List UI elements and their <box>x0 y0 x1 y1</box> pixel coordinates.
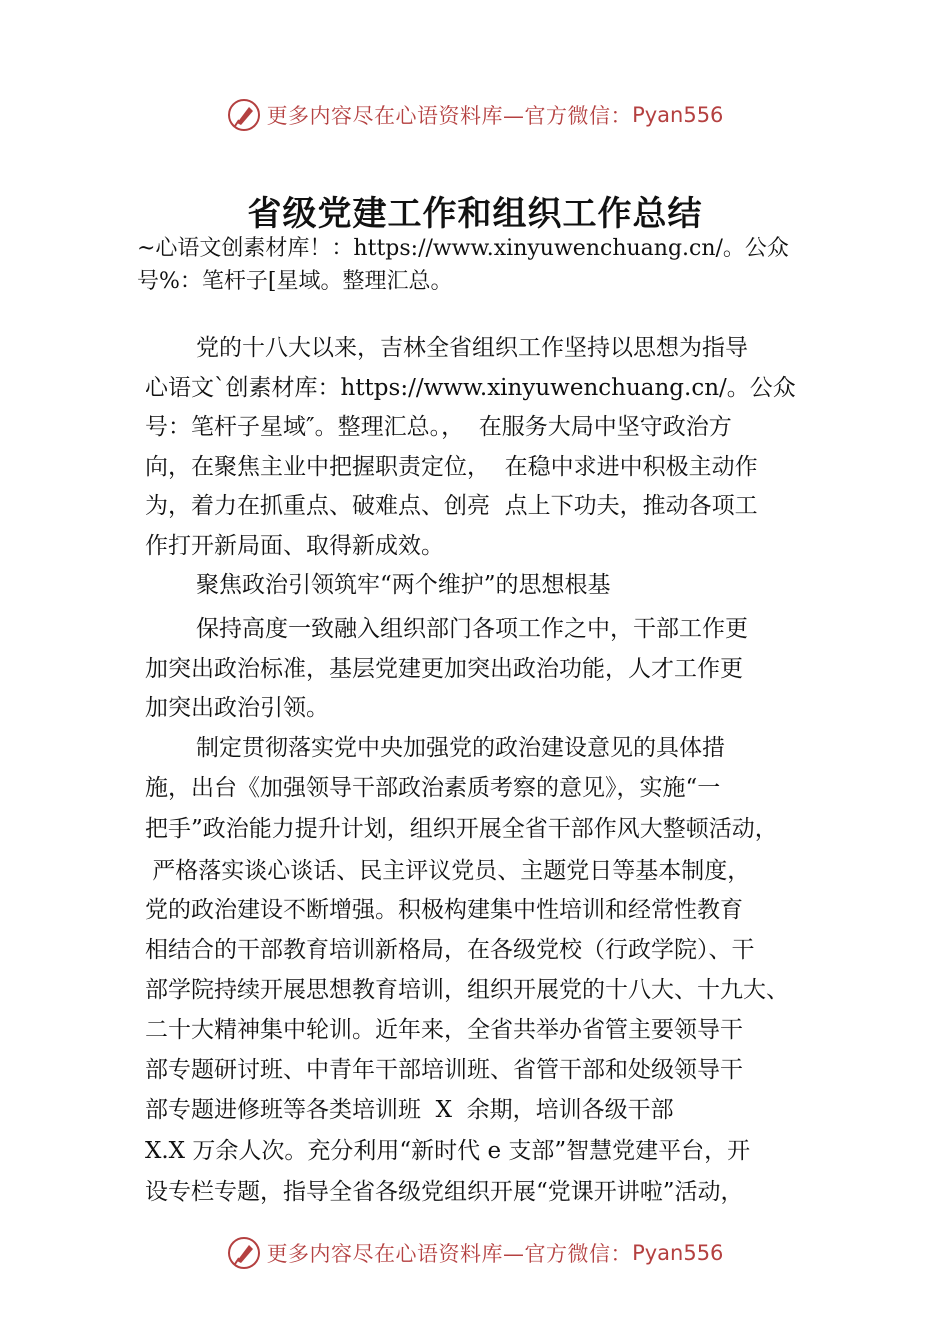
body-line: 部学院持续开展思想教育培训，组织开展党的十八大、十九大、 <box>145 977 789 1003</box>
watermark-wechat-id: Pyan556 <box>632 1241 724 1265</box>
body-line: 把手”政治能力提升计划，组织开展全省干部作风大整顿活动， <box>145 816 778 842</box>
body-line: 相结合的干部教育培训新格局，在各级党校（行政学院）、干 <box>145 937 755 963</box>
watermark-banner-bottom <box>0 1233 950 1273</box>
pen-nib-logo-icon <box>227 1236 261 1270</box>
body-line: 制定贯彻落实党中央加强党的政治建设意见的具体措 <box>196 735 725 761</box>
body-line: 施，出台《加强领导干部政治素质考察的意见》，实施“一 <box>145 775 721 801</box>
watermark-wechat-id: Pyan556 <box>632 103 724 127</box>
body-line: 保持高度一致融入组织部门各项工作之中，干部工作更 <box>196 616 748 642</box>
body-line: 设专栏专题，指导全省各级党组织开展“党课开讲啦”活动， <box>145 1179 744 1205</box>
body-line: 二十大精神集中轮训。近年来，全省共举办省管主要领导干 <box>145 1017 743 1043</box>
body-line: 部专题进修班等各类培训班 X 余期，培训各级干部 <box>145 1097 674 1123</box>
body-line: 严格落实谈心谈话、民主评议党员、主题党日等基本制度， <box>145 858 751 884</box>
source-line: ~心语文创素材库！：https://www.xinyuwenchuang.cn/。公众 <box>137 236 789 261</box>
body-line: 向，在聚焦主业中把握职责定位， 在稳中求进中积极主动作 <box>145 454 758 480</box>
pen-nib-logo-icon <box>227 98 261 132</box>
source-note <box>137 232 842 298</box>
watermark-banner-top <box>0 95 950 135</box>
document-title: 省级党建工作和组织工作总结 <box>247 194 703 234</box>
body-line: 加突出政治标准，基层党建更加突出政治功能，人才工作更 <box>145 656 743 682</box>
body-line: 号：笔杆子星域″。整理汇总。， 在服务大局中坚守政治方 <box>145 414 732 440</box>
watermark-text: 更多内容尽在心语资料库—官方微信： <box>266 104 633 128</box>
body-line: 加突出政治引领。 <box>145 695 329 721</box>
body-line: 部专题研讨班、中青年干部培训班、省管干部和处级领导干 <box>145 1057 743 1083</box>
source-line: 号%：笔杆子[星域。整理汇总。 <box>137 269 453 294</box>
body-line: 心语文`创素材库：https://www.xinyuwenchuang.cn/。公众 <box>145 375 796 401</box>
watermark-text: 更多内容尽在心语资料库—官方微信： <box>266 1242 633 1266</box>
body-line: 作打开新局面、取得新成效。 <box>145 533 444 559</box>
section-heading: 聚焦政治引领筑牢“两个维护”的思想根基 <box>196 572 611 598</box>
body-line: 党的十八大以来，吉林全省组织工作坚持以思想为指导 <box>196 335 748 361</box>
body-line: 为，着力在抓重点、破难点、创亮 点上下功夫，推动各项工 <box>145 493 758 519</box>
body-line: X.X 万余人次。充分利用“新时代 e 支部”智慧党建平台，开 <box>145 1138 751 1164</box>
body-line: 党的政治建设不断增强。积极构建集中性培训和经常性教育 <box>145 897 743 923</box>
